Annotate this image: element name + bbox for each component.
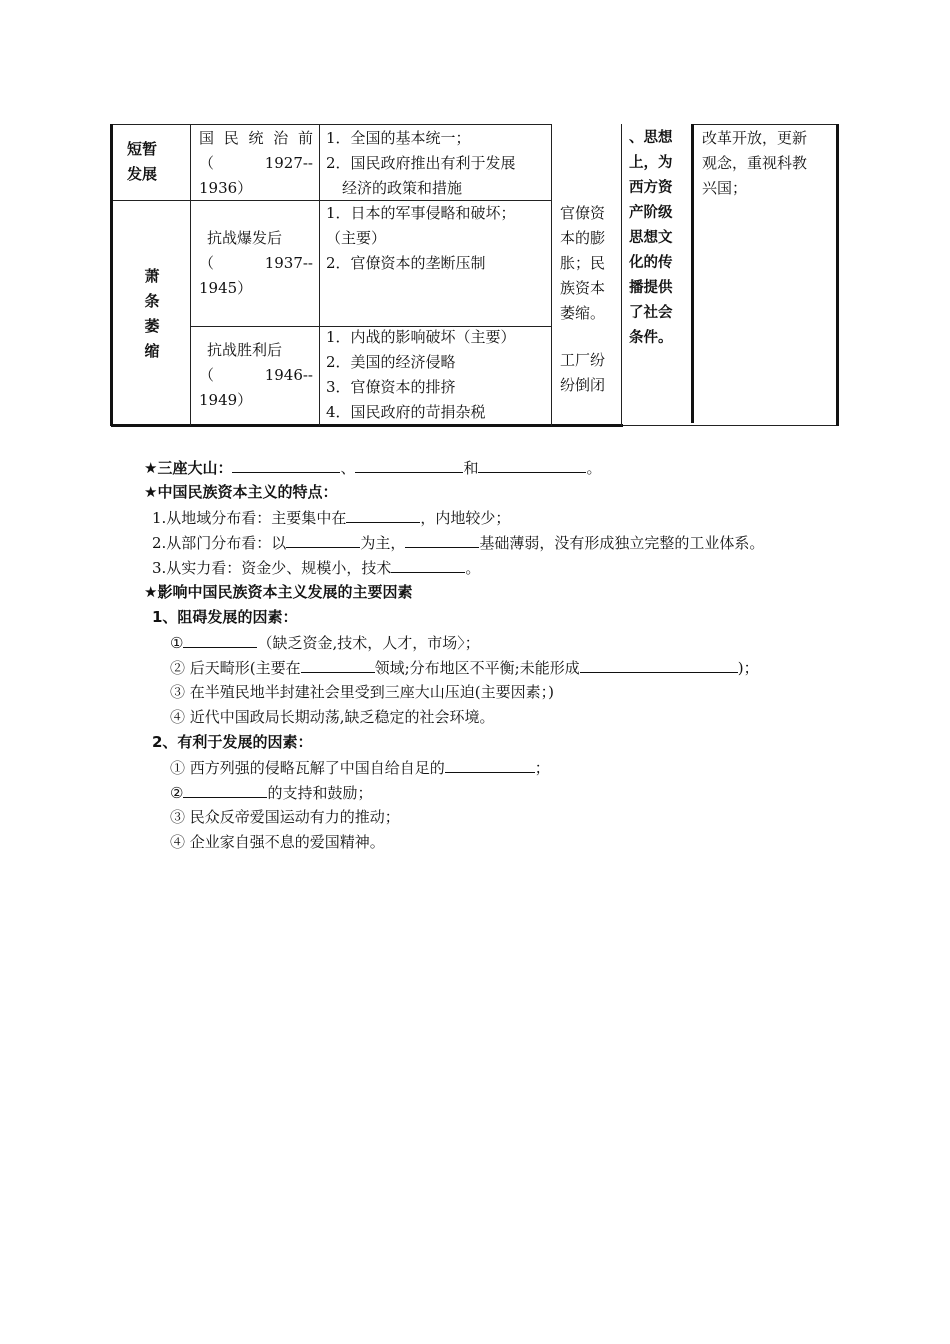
blank-hinder-field[interactable] bbox=[301, 657, 375, 673]
blank-help-1[interactable] bbox=[445, 757, 535, 773]
stage-short-development: 短暂发展 bbox=[127, 140, 158, 183]
blank-mountain-1[interactable] bbox=[232, 457, 340, 473]
help-item-2: ② 的支持和鼓励； bbox=[170, 784, 373, 802]
blank-mountain-3[interactable] bbox=[478, 457, 586, 473]
hinder-item-2: ② 后天畸形(主要在 领域;分布地区不平衡;未能形成 )； bbox=[170, 659, 759, 677]
feature-item-2: 2.从部门分布看：以 为主， 基础薄弱，没有形成独立完整的工业体系。 bbox=[152, 534, 765, 552]
help-heading: 2、有利于发展的因素： bbox=[152, 733, 313, 751]
period-war-outbreak: 抗战爆发后 （ 1937-- 1945） bbox=[199, 229, 313, 297]
table-border-top-right bbox=[691, 124, 839, 125]
reasons-war-victory: 1．内战的影响破坏（主要） 2．美国的经济侵略 3．官僚资本的排挤 4．国民政府的苛捐杂税 bbox=[326, 328, 516, 421]
col-divider-4 bbox=[621, 124, 622, 426]
col-divider-1 bbox=[190, 124, 191, 426]
influence-column: 、思想 上，为 西方资 产阶级 思想文 化的传 播提供 了社会 条件。 bbox=[629, 130, 673, 346]
col-divider-5 bbox=[691, 124, 694, 423]
stage-depression: 萧 条 萎 缩 bbox=[144, 267, 160, 360]
blank-hinder-1[interactable] bbox=[183, 632, 257, 648]
help-item-3: ③ 民众反帝爱国运动有力的推动； bbox=[170, 808, 400, 826]
hinder-heading: 1、阻碍发展的因素： bbox=[152, 608, 298, 626]
col-divider-2 bbox=[319, 124, 320, 426]
reasons-war-outbreak: 1．日本的军事侵略和破坏； （主要） 2．官僚资本的垄断压制 bbox=[326, 204, 516, 272]
blank-weak-industry[interactable] bbox=[405, 532, 479, 548]
three-mountains-label: ★三座大山： bbox=[144, 459, 233, 477]
hinder-item-4: ④ 近代中国政局长期动荡,缺乏稳定的社会环境。 bbox=[170, 708, 495, 726]
blank-region[interactable] bbox=[346, 507, 420, 523]
blank-mountain-2[interactable] bbox=[355, 457, 463, 473]
help-item-1: ① 西方列强的侵略瓦解了中国自给自足的 ； bbox=[170, 759, 550, 777]
reasons-before-rule: 1．全国的基本统一； 2．国民政府推出有利于发展 经济的政策和措施 bbox=[326, 129, 516, 197]
blank-hinder-system[interactable] bbox=[580, 657, 738, 673]
period-before-rule: 国民统治前 （ 1927-- 1936） bbox=[199, 129, 313, 197]
lesson-column: 改革开放，更新 观念，重视科教 兴国； bbox=[702, 129, 808, 197]
table-border-top bbox=[111, 124, 551, 125]
period-war-victory: 抗战胜利后 （ 1946-- 1949） bbox=[199, 341, 313, 409]
table-border-right bbox=[836, 124, 839, 426]
table-border-left bbox=[110, 124, 113, 426]
history-table bbox=[111, 124, 839, 426]
table-border-bottom-right bbox=[623, 425, 839, 426]
blank-help-2[interactable] bbox=[183, 782, 267, 798]
col-divider-3 bbox=[551, 124, 552, 426]
blank-main-industry[interactable] bbox=[286, 532, 360, 548]
hinder-item-1: ① （缺乏资金,技术，人才，市场〉； bbox=[170, 634, 480, 652]
three-mountains-line: ★三座大山： 、 和 。 bbox=[144, 459, 602, 477]
result-war-victory: 工厂纷 纷倒闭 bbox=[560, 351, 606, 394]
result-war-outbreak: 官僚资 本的膨 胀；民 族资本 萎缩。 bbox=[560, 204, 606, 322]
hinder-item-3: ③ 在半殖民地半封建社会里受到三座大山压迫(主要因素；) bbox=[170, 683, 554, 701]
feature-item-1: 1.从地域分布看：主要集中在 ，内地较少； bbox=[152, 509, 511, 527]
factors-heading: ★影响中国民族资本主义发展的主要因素 bbox=[144, 583, 413, 601]
feature-item-3: 3.从实力看：资金少、规模小，技术 。 bbox=[152, 559, 481, 577]
features-heading: ★中国民族资本主义的特点： bbox=[144, 483, 338, 501]
blank-technology[interactable] bbox=[391, 557, 465, 573]
help-item-4: ④ 企业家自强不息的爱国精神。 bbox=[170, 833, 385, 851]
